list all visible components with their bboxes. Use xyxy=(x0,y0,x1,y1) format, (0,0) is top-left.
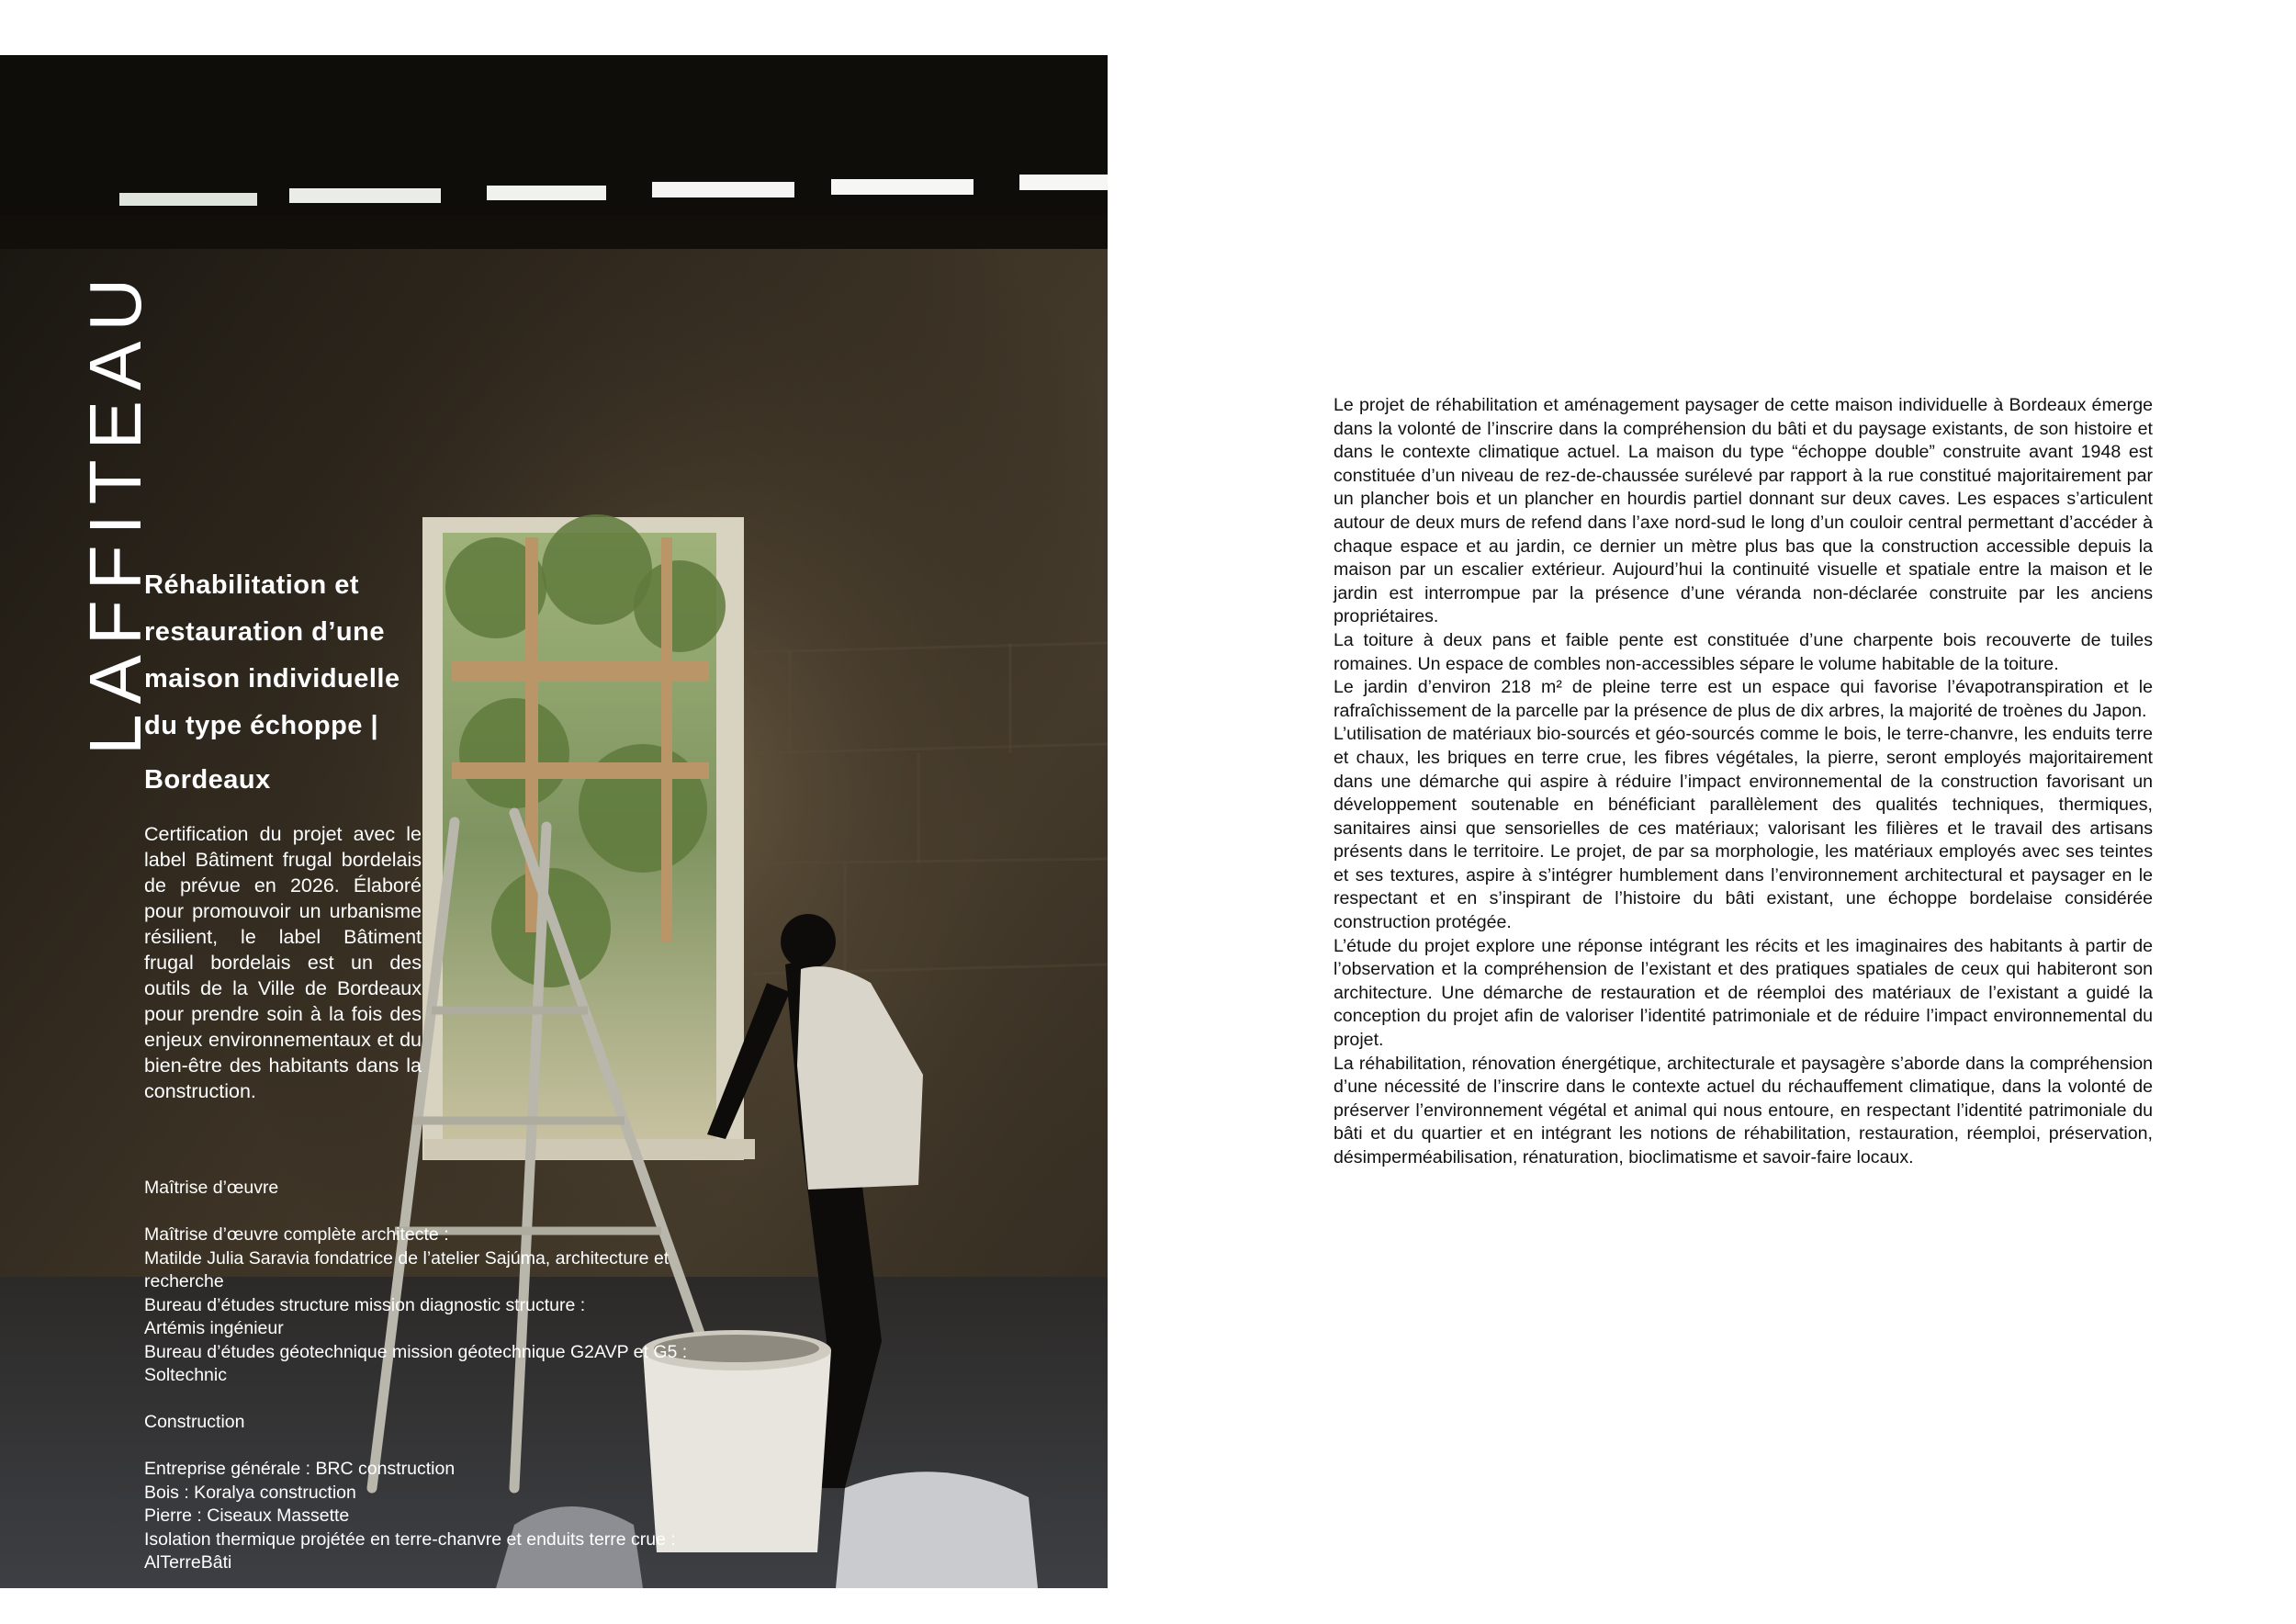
credits-line: AlTerreBâti xyxy=(144,1552,232,1573)
subtitle-line: restauration d’une xyxy=(144,617,385,647)
certification-text: Certification du projet avec le label Bâtiment frugal bordelais de prévue en 2026. Élaboré pour promouvoir un urbanisme résilient, le label Bâtiment frugal bordelais est un des outils de la Ville de Bordeaux pour prendre soin à la fois des enjeux environnementaux et du bien-être des habitants dans la construction. xyxy=(144,823,422,1102)
project-subtitle xyxy=(144,562,438,750)
credits-line: recherche xyxy=(144,1271,224,1291)
description-paragraph: La réhabilitation, rénovation énergétique, architecturale et paysagère s’aborde dans la compréhension d’une nécessité de l’inscrire dans le contexte actuel du réchauffement climatique, dans la volonté de préserver l’environnement végétal et animal qui nous entoure, en respectant l’identité patrimoniale du bâti et du quartier et en intégrant les notions de réhabilitation, restauration, réemploi, préservation, désimperméabilisation, rénaturation, bioclimatisme et savoir-faire locaux. xyxy=(1334,1053,2153,1167)
subtitle-line: du type échoppe | xyxy=(144,711,379,740)
credits-line: Bois : Koralya construction xyxy=(144,1482,356,1503)
project-city: Bordeaux xyxy=(144,765,271,795)
description-paragraph: Le jardin d’environ 218 m² de pleine terre est un espace qui favorise l’évapotranspiration et le rafraîchissement de la parcelle par la présence de plus de dix arbres, la majorité de troènes du Japon. xyxy=(1334,677,2153,721)
credits-line: Maîtrise d’œuvre complète architecte : xyxy=(144,1224,449,1245)
credits-line: Soltechnic xyxy=(144,1365,227,1385)
project-credits xyxy=(144,1177,769,1575)
credits-construction-heading: Construction xyxy=(144,1412,245,1432)
credits-line: Artémis ingénieur xyxy=(144,1318,284,1338)
credits-moe-heading: Maîtrise d’œuvre xyxy=(144,1178,279,1198)
credits-line: Matilde Julia Saravia fondatrice de l’atelier Sajúma, architecture et xyxy=(144,1247,670,1269)
credits-line: Pierre : Ciseaux Massette xyxy=(144,1506,350,1526)
subtitle-line: maison individuelle xyxy=(144,664,400,694)
description-paragraph: Le projet de réhabilitation et aménagement paysager de cette maison individuelle à Bordeaux émerge dans la volonté de l’inscrire dans la compréhension du bâti et du paysage existants, de son histoire et dans le contexte climatique actuel. La maison du type “échoppe double” construite avant 1948 est constituée d’un niveau de rez-de-chaussée surélevé par rapport à la rue constitué majoritairement par un plancher bois et un plancher en hourdis partiel donnant sur deux caves. Les espaces s’articulent autour de deux murs de refend dans l’axe nord-sud le long d’un couloir central permettant d’accéder à chaque espace et au jardin, ce dernier un mètre plus bas que la construction accessible depuis la maison par un escalier extérieur. Aujourd’hui la continuité visuelle et spatiale entre la maison et le jardin est interrompue par la présence d’une véranda non-déclarée construite par les anciens propriétaires. xyxy=(1334,395,2153,627)
cover-photo-panel xyxy=(0,55,1108,1588)
credits-line: Bureau d’études géotechnique mission géotechnique G2AVP et G5 : xyxy=(144,1341,688,1362)
description-paragraph: La toiture à deux pans et faible pente est constituée d’une charpente bois recouverte de tuiles romaines. Un espace de combles non-accessibles sépare le volume habitable de la toiture. xyxy=(1334,629,2153,674)
description-paragraph: L’étude du projet explore une réponse intégrant les récits et les imaginaires des habitants à partir de l’observation et la compréhension de l’existant et des pratiques spatiales de ceux qui habiteront son architecture. Une démarche de restauration et de réemploi des matériaux de l’existant a guidé la conception du projet afin de valoriser l’identité patrimoniale et de réduire l’impact environnemental du projet. xyxy=(1334,935,2153,1051)
credits-line: Isolation thermique projétée en terre-chanvre et enduits terre crue : xyxy=(144,1528,676,1550)
project-title-vertical: LAFFITEAU xyxy=(74,267,156,755)
project-description xyxy=(1334,394,2153,1170)
subtitle-line: Réhabilitation et xyxy=(144,570,360,600)
credits-line: Entreprise générale : BRC construction xyxy=(144,1459,456,1479)
credits-line: Bureau d’études structure mission diagnostic structure : xyxy=(144,1294,586,1315)
description-paragraph: L’utilisation de matériaux bio-sourcés et géo-sourcés comme le bois, le terre-chanvre, les enduits terre et chaux, les briques en terre crue, les fibres végétales, la pierre, seront employés majoritairement dans une démarche qui aspire à réduire l’impact environnemental de la construction favorisant un développement soutenable en bénéficiant parallèlement des qualités techniques, thermiques, sanitaires ainsi que sensorielles de ces matériaux; valorisant les filières et le travail des artisans présents dans le territoire. Le projet, de par sa morphologie, les matériaux employés avec ses teintes et ses textures, aspire à s’intégrer humblement dans l’environnement architectural et paysager en le respectant et en s’inspirant de l’histoire du bâti existant, une échoppe bordelaise considérée construction protégée. xyxy=(1334,724,2153,933)
